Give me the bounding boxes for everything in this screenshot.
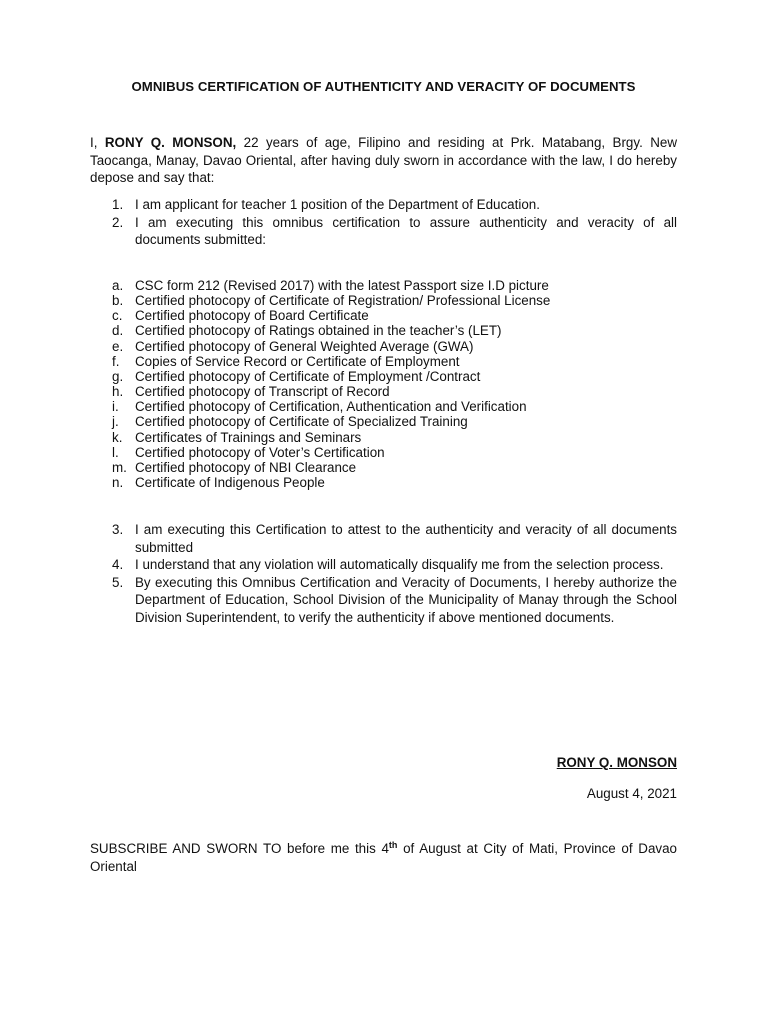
- document-text: Certified photocopy of Certificate of Registration/ Professional License: [135, 293, 551, 309]
- statement-number: 2.: [112, 214, 124, 230]
- document-letter: a.: [112, 278, 124, 293]
- document-text: CSC form 212 (Revised 2017) with the latest Passport size I.D picture: [135, 278, 549, 293]
- document-text: Certificate of Indigenous People: [135, 475, 325, 491]
- document-letter: c.: [112, 308, 123, 324]
- document-letter: j.: [112, 414, 119, 430]
- statement-number: 1.: [112, 197, 124, 212]
- statement-number: 3.: [112, 522, 124, 537]
- statement-text: I am executing this Certification to attest to the authenticity and veracity of all documents submitted: [135, 522, 677, 555]
- statement-number: 4.: [112, 557, 124, 572]
- document-text: Certified photocopy of Board Certificate: [135, 308, 369, 324]
- affiant-name: RONY Q. MONSON,: [104, 135, 237, 150]
- statement-item: [90, 214, 677, 249]
- document-letter: f.: [112, 353, 120, 369]
- document-page: [90, 0, 677, 1024]
- document-item: [90, 399, 677, 414]
- document-letter: h.: [112, 384, 124, 400]
- document-item: [90, 308, 677, 323]
- document-title: OMNIBUS CERTIFICATION OF AUTHENTICITY AND VERACITY OF DOCUMENTS: [131, 79, 636, 94]
- document-letter: b.: [112, 293, 124, 309]
- document-item: [90, 323, 677, 338]
- statement-list-first: [90, 196, 677, 249]
- document-item: [90, 278, 677, 293]
- document-item: [90, 339, 677, 354]
- document-letter: l.: [112, 444, 119, 460]
- document-letter: n.: [112, 475, 124, 491]
- intro-text: 22 years of age, Filipino and residing at Prk. Matabang, Brgy. New Taocanga, Manay, Davao Oriental, after having duly sworn in accordance with the law, I do hereby depose and say that:: [90, 135, 677, 185]
- statement-list-second: [90, 521, 677, 626]
- document-text: Certified photocopy of Certification, Authentication and Verification: [135, 399, 527, 415]
- signer-name: RONY Q. MONSON: [556, 755, 677, 770]
- document-item: [90, 460, 677, 475]
- document-item: [90, 384, 677, 399]
- ordinal-suffix: th: [388, 840, 398, 850]
- document-item: [90, 354, 677, 369]
- document-text: Certified photocopy of Ratings obtained in the teacher’s (LET): [135, 323, 502, 339]
- document-letter: e.: [112, 338, 124, 354]
- document-letter: d.: [112, 323, 124, 339]
- statement-number: 5.: [112, 574, 124, 590]
- document-checklist: [90, 278, 677, 490]
- document-text: Certified photocopy of Certificate of Employment /Contract: [135, 368, 481, 384]
- intro-paragraph: [90, 134, 677, 187]
- document-text: Certified photocopy of Transcript of Record: [135, 384, 390, 400]
- document-item: [90, 414, 677, 429]
- sign-date: August 4, 2021: [586, 786, 677, 801]
- statement-item: [90, 574, 677, 627]
- statement-item: [90, 556, 677, 574]
- document-item: [90, 475, 677, 490]
- document-text: Certified photocopy of NBI Clearance: [135, 459, 357, 475]
- intro-prefix: I,: [90, 135, 105, 150]
- document-text: Copies of Service Record or Certificate of Employment: [135, 353, 460, 369]
- document-item: [90, 369, 677, 384]
- document-letter: m.: [112, 459, 127, 475]
- statement-text: I am executing this omnibus certification to assure authenticity and veracity of all documents submitted:: [135, 214, 677, 247]
- document-text: Certified photocopy of Certificate of Specialized Training: [135, 414, 468, 430]
- document-letter: g.: [112, 368, 124, 384]
- document-text: Certified photocopy of General Weighted Average (GWA): [135, 338, 474, 354]
- statement-item: [90, 521, 677, 556]
- document-letter: k.: [112, 429, 123, 445]
- jurat-text-before: SUBSCRIBE AND SWORN TO before me this 4: [90, 841, 389, 856]
- statement-item: [90, 196, 677, 214]
- document-item: [90, 430, 677, 445]
- statement-text: I understand that any violation will automatically disqualify me from the selection process.: [135, 557, 664, 572]
- document-text: Certificates of Trainings and Seminars: [135, 429, 362, 445]
- document-letter: i.: [112, 399, 119, 415]
- document-item: [90, 445, 677, 460]
- document-item: [90, 293, 677, 308]
- jurat-text-after: of August at City of Mati, Province of Davao Oriental: [90, 841, 677, 874]
- document-text: Certified photocopy of Voter’s Certification: [135, 444, 385, 460]
- statement-text: I am applicant for teacher 1 position of the Department of Education.: [135, 197, 540, 212]
- jurat-paragraph: [90, 840, 677, 876]
- statement-text: By executing this Omnibus Certification and Veracity of Documents, I hereby authorize the Department of Education, School Division of the Municipality of Manay through the School Division Superintendent, to verify the authenticity if above mentioned documents.: [135, 574, 677, 625]
